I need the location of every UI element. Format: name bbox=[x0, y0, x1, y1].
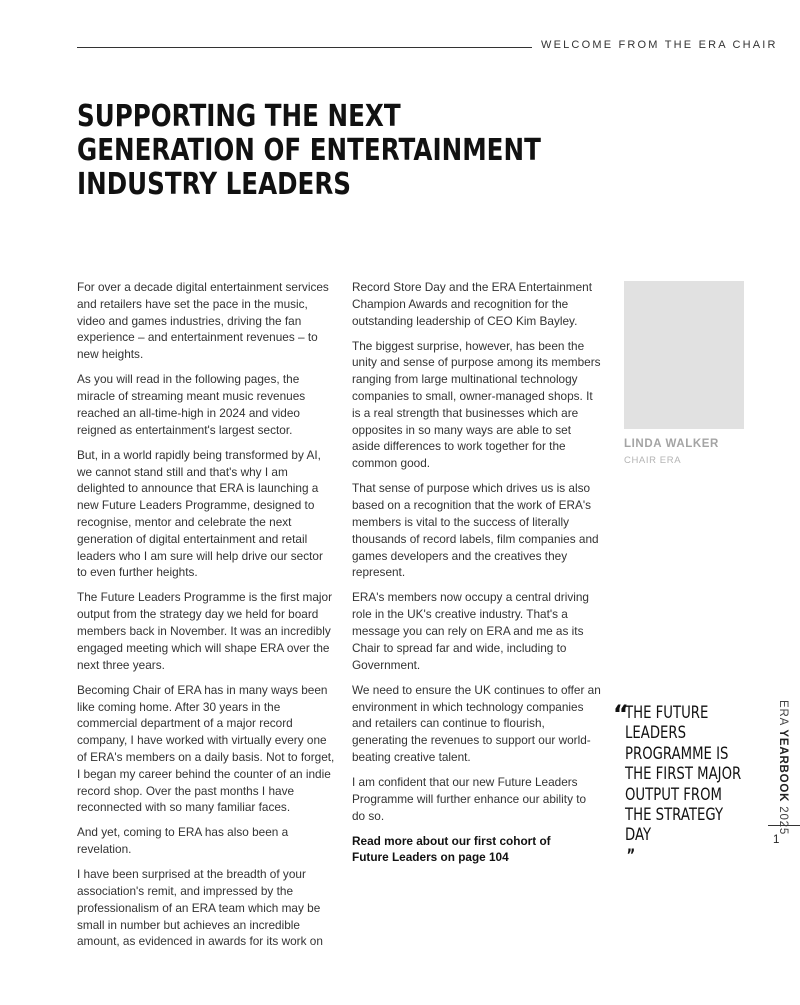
quote-line: PROGRAMME IS bbox=[625, 743, 729, 764]
quote-last-line bbox=[625, 825, 773, 866]
paragraph: The Future Leaders Programme is the first major output from the strategy day we held for board members back in November. It was an incredibly engaged meeting which will shape ERA over the next three years. bbox=[77, 590, 333, 672]
paragraph: We need to ensure the UK continues to offer an environment in which technology companies and retailers can continue to flourish, generating the revenues to support our world-beating creative talent. bbox=[352, 682, 601, 764]
page-title bbox=[77, 100, 602, 202]
open-quote-mark: “ bbox=[613, 700, 629, 728]
close-quote-mark: ” bbox=[626, 845, 636, 866]
quote-line: THE STRATEGY bbox=[625, 805, 724, 826]
publication-year: 2025 bbox=[777, 802, 789, 836]
paragraph: As you will read in the following pages, the miracle of streaming meant music revenues reached an all-time-high in 2024 and video reigned as entertainment's largest sector. bbox=[77, 372, 306, 437]
paragraph: The biggest surprise, however, has been the unity and sense of purpose among its members ranging from large multinational technology companies to small, owner-managed shops. It is a real strength that businesses which are opposites in so many ways are able to set aside differences to work together for the common good. bbox=[352, 338, 601, 471]
section-label: WELCOME FROM THE ERA CHAIR bbox=[541, 39, 778, 51]
paragraph: I have been surprised at the breadth of your association's remit, and impressed by the professionalism of an ERA team which may be small in number but achieves an incredible amount, as evidenced in awards for its work on bbox=[77, 867, 323, 949]
read-more-link[interactable] bbox=[352, 833, 602, 867]
title-line: SUPPORTING THE NEXT bbox=[77, 99, 401, 134]
paragraph: And yet, coming to ERA has also been a revelation. bbox=[77, 825, 289, 857]
quote-line: OUTPUT FROM bbox=[625, 784, 722, 805]
paragraph: Record Store Day and the ERA Entertainment Champion Awards and recognition for the outstanding leadership of CEO Kim Bayley. bbox=[352, 280, 592, 328]
quote-line: DAY bbox=[625, 825, 652, 846]
publication-label bbox=[777, 700, 789, 835]
title-line: GENERATION OF ENTERTAINMENT bbox=[77, 133, 541, 168]
quote-line: LEADERS bbox=[625, 723, 687, 744]
person-role: CHAIR ERA bbox=[624, 455, 682, 466]
page-number-rule bbox=[768, 825, 800, 826]
title-line: INDUSTRY LEADERS bbox=[77, 167, 352, 202]
portrait-photo-placeholder bbox=[624, 281, 744, 429]
pull-quote-text bbox=[625, 703, 773, 866]
paragraph: But, in a world rapidly being transformed by AI, we cannot stand still and that's why I am delighted to announce that ERA is launching a new Future Leaders Programme, designed to recognise, mentor and celebrate the next generation of digital entertainment and retail leaders who I am sure will help drive our sector to even further heights. bbox=[77, 447, 323, 580]
quote-line: THE FIRST MAJOR bbox=[625, 764, 742, 785]
paragraph: That sense of purpose which drives us is also based on a recognition that the work of ERA's members is vital to the success of literally thousands of record labels, film companies and games developers and the creatives they represent. bbox=[352, 481, 599, 580]
page-number: 1 bbox=[773, 834, 780, 846]
body-column-2 bbox=[352, 279, 602, 875]
paragraph: I am confident that our new Future Leaders Programme will further enhance our ability to do so. bbox=[352, 775, 587, 823]
person-name: LINDA WALKER bbox=[624, 438, 719, 450]
paragraph: For over a decade digital entertainment services and retailers have set the pace in the music, video and games industries, driving the fan experience – and entertainment revenues – to new heights. bbox=[77, 280, 329, 362]
paragraph: Becoming Chair of ERA has in many ways been like coming home. After 30 years in the commercial department of a major record company, I have worked with virtually every one of ERA's members on a daily basis. Not to forget, I began my career behind the counter of an indie record shop. Over the past months I have reconnected with so many familiar faces. bbox=[77, 682, 335, 815]
publication-title: YEARBOOK bbox=[777, 729, 789, 803]
quote-line: THE FUTURE bbox=[625, 703, 709, 723]
paragraph: ERA's members now occupy a central driving role in the UK's creative industry. That's a message you can rely on ERA and me as its Chair to spread far and wide, including to Government. bbox=[352, 590, 589, 672]
header-rule bbox=[77, 47, 532, 48]
read-more-line: Future Leaders on page 104 bbox=[352, 850, 509, 865]
read-more-line: Read more about our first cohort of bbox=[352, 833, 551, 848]
body-column-1 bbox=[77, 279, 335, 959]
publication-prefix: ERA bbox=[777, 700, 789, 730]
